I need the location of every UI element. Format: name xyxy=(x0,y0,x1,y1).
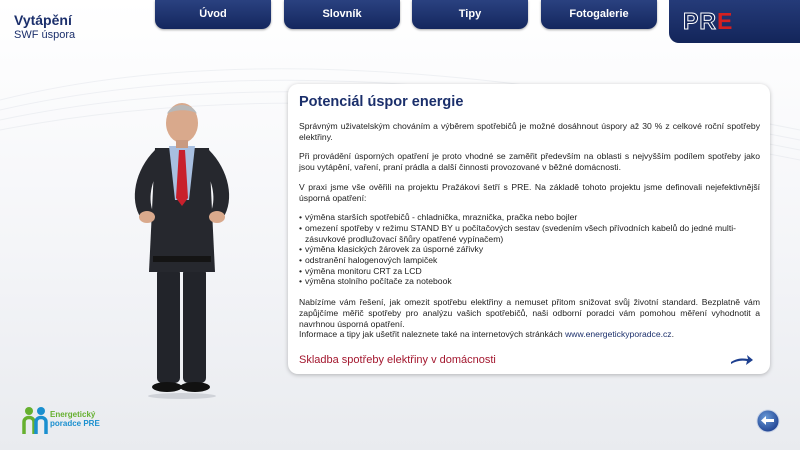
panel-heading: Potenciál úspor energie xyxy=(299,94,464,110)
tab-uvod[interactable]: Úvod xyxy=(155,0,271,29)
logo-text-pr: PR xyxy=(683,8,717,34)
section-title: Vytápění xyxy=(14,12,72,28)
tab-slovnik[interactable]: Slovník xyxy=(284,0,400,29)
brand-line-2: poradce PRE xyxy=(50,419,100,428)
arrow-right-icon[interactable] xyxy=(729,350,754,368)
brand-line-1: Energetický xyxy=(50,410,96,419)
pre-logo xyxy=(669,0,800,43)
back-arrow-icon[interactable] xyxy=(756,409,780,433)
tab-fotogalerie[interactable]: Fotogalerie xyxy=(541,0,657,29)
measures-list xyxy=(299,212,760,287)
paragraph-focus: Při provádění úsporných opatření je proto vhodné se zaměřit především na oblasti s nejvyšším podílem spotřeby jako jsou vytápění, vaření, praní prádla a další činnosti provozované v běžné domácnosti. xyxy=(299,151,760,173)
logo-text-e: E xyxy=(716,8,734,34)
list-item: • výměna klasických žárovek za úsporné zářivky xyxy=(299,244,760,255)
person-figure xyxy=(115,100,245,400)
info-suffix: . xyxy=(671,329,674,340)
list-item: • omezení spotřeby v režimu STAND BY u počítačových sestav (svedením všech přívodních kabelů do jedné multi- zásuvkové prodlužovací šňůry opatřené vypínačem) xyxy=(299,223,760,244)
consumption-breakdown-link[interactable]: Skladba spotřeby elektřiny v domácnosti xyxy=(299,354,496,366)
brand-name xyxy=(50,410,100,428)
tab-tipy[interactable]: Tipy xyxy=(412,0,528,29)
paragraph-project: V praxi jsme vše ověřili na projektu Pražákovi šetří s PRE. Na základě tohoto projektu jsme definovali nejefektivnější úsporná opatření: xyxy=(299,181,760,203)
website-link[interactable]: www.energetickyporadce.cz xyxy=(565,329,672,340)
paragraph-offer: Nabízíme vám řešení, jak omezit spotřebu elektřiny a nemuset přitom snižovat svůj životní standard. Bezplatně vám zapůjčíme měřič spotřeby pro analýzu vašich spotřebičů, naši odborní poradci vám pomohou měření vyhodnotit a navrhnou úsporná opatření. xyxy=(299,297,760,329)
list-item: • výměna monitoru CRT za LCD xyxy=(299,266,760,277)
list-item: • výměna stolního počítače za notebook xyxy=(299,276,760,287)
list-item: • výměna starších spotřebičů - chladnička, mraznička, pračka nebo bojler xyxy=(299,212,760,223)
content-panel xyxy=(288,84,770,374)
section-subtitle: SWF úspora xyxy=(14,29,76,41)
paragraph-intro: Správným uživatelským chováním a výběrem spotřebičů je možné dosáhnout úspory až 30 % z celkové roční spotřeby elektřiny. xyxy=(299,121,760,142)
paragraph-info xyxy=(299,329,760,340)
list-item: • odstranění halogenových lampiček xyxy=(299,255,760,266)
info-text: Informace a tipy jak ušetřit naleznete také na internetových stránkách xyxy=(299,329,566,340)
